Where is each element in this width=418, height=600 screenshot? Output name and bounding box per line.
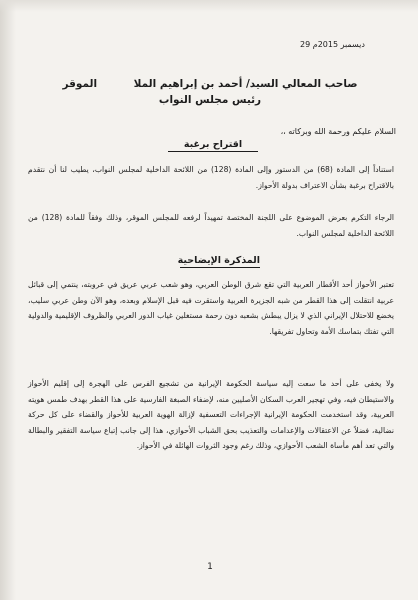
page-shadow-top [0,0,418,12]
memo-paragraph: تعتبر الأحواز أحد الأقطار العربية التي تقع شرق الوطن العربي، وهو شعب عربي عريق في عروبته، ينتمي إلى قبائل عربية انتقلت إلى هذا القطر من شبه الجزيرة العربية واستقرت فيه قبل الإسلام وبعده، وهو الآن وطن عربي سليب، يخضع للاحتلال الإيراني الذي لا يزال يبطش بشعبه دون رحمة مستغلين غياب الدور العربي والظروف الإقليمية والدولية التي تفتك بتماسك الأمة وتحاول تفريقها. [28,280,394,336]
proposal-paragraph: استناداً إلى المادة (68) من الدستور وإلى المادة (128) من اللائحة الداخلية لمجلس النواب، يطيب لنا أن نتقدم بالاقتراح برغبة بشأن الاعتراف بدولة الأحواز. [28,165,395,190]
page-number: 1 [207,562,213,572]
memo-paragraph: ولا يخفى على أحد ما سعت إليه سياسة الحكومة الإيرانية من تشجيع الفرس على الهجرة إلى إقليم الأحواز والاستيطان فيه، وفي تهجير العرب السكان الأصليين منه، لإضفاء الصبغة الفارسية على هذا القطر بهدف طمس هويته العربية، وقد استخدمت الحكومة الإيرانية الإجراءات التعسفية لإزالة الهوية العربية للأحواز والقضاء على كل حركة نضالية، فضلاً عن الاعتقالات والإعدامات والتعذيب بحق الشباب الأحوازي، هذا إلى جانب إتباع سياسة التفقير والبطالة والتي تعد أهم مأساة الشعب الأحوازي، وذلك رغم وجود الثروات الهائلة في الأحواز. [28,379,394,451]
recipient-title: رئيس مجلس النواب [158,94,262,107]
memo-heading: المذكرة الإيضاحية [177,255,260,266]
recipient-block [60,76,360,109]
letter-date: 29 ديسمبر 2015م [300,40,365,49]
proposal-request-paragraph: الرجاء التكرم بعرض الموضوع على اللجنة المختصة تمهيداً لرفعه للمجلس الموقر، وذلك وفقاً للمادة (128) من اللائحة الداخلية لمجلس النواب. [28,213,394,238]
proposal-heading: اقتراح برغبة [168,139,258,152]
greeting: السلام عليكم ورحمة الله وبركاته ،، [280,127,396,136]
page-shadow-left [0,0,16,600]
recipient-name: صاحب المعالي السيد/ أحمد بن إبراهيم الملا الموقر [62,78,358,90]
